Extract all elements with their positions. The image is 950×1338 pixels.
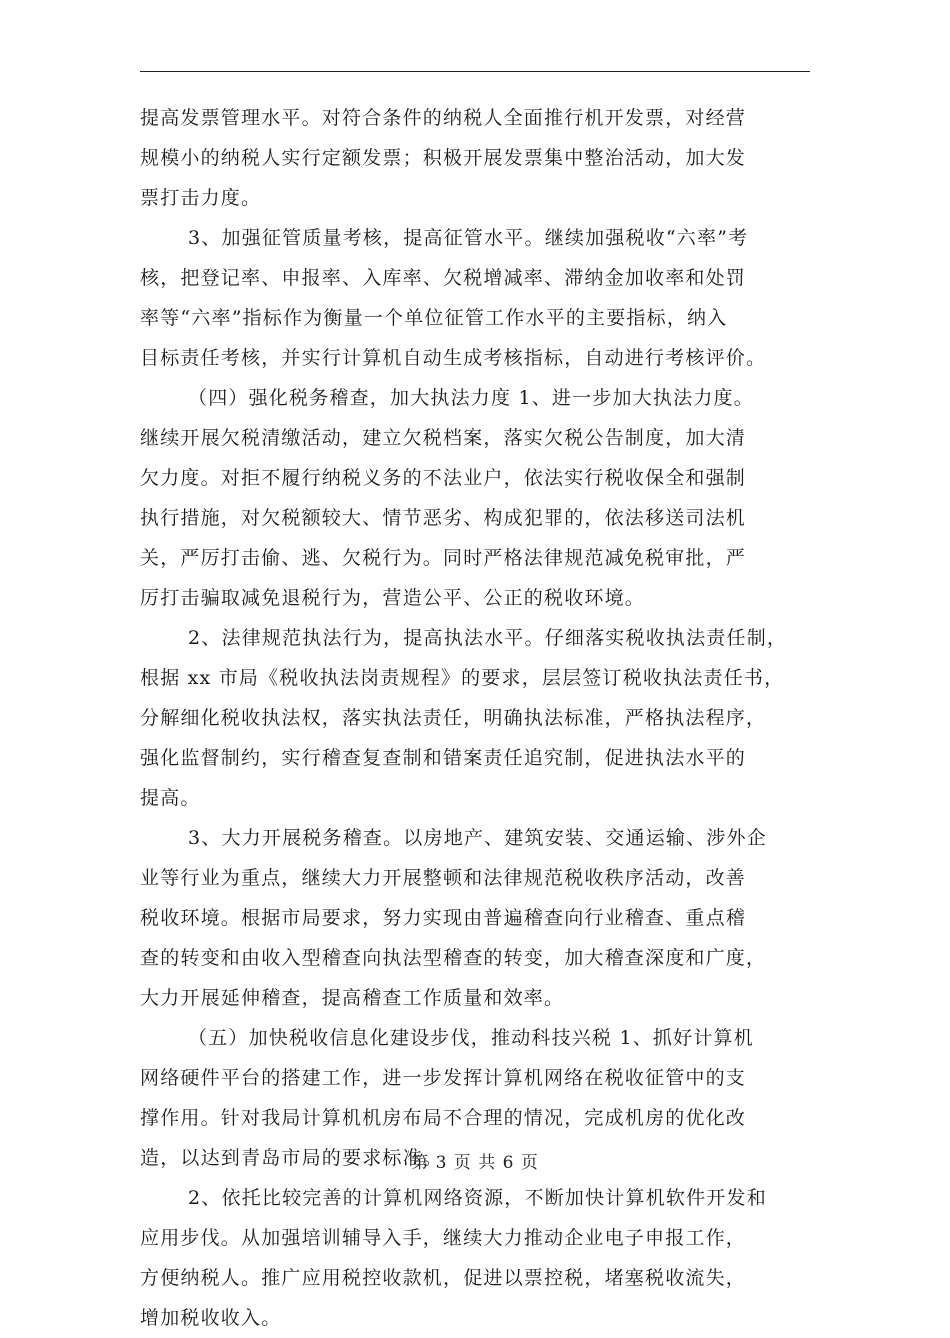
text-line: 3、大力开展税务稽查。以房地产、建筑安装、交通运输、涉外企 [188,827,767,849]
text-line: 分解细化税收执法权，落实执法责任，明确执法标准，严格执法程序， [140,707,767,729]
page-number: 第 3 页 共 6 页 [411,1153,539,1173]
text-line: 增加税收收入。 [140,1307,282,1329]
text-line: 查的转变和由收入型稽查向执法型稽查的转变，加大稽查深度和广度， [140,947,767,969]
text-line: （五）加快税收信息化建设步伐，推动科技兴税 1、抓好计算机 [188,1027,754,1049]
text-line: 方便纳税人。推广应用税控收款机，促进以票控税，堵塞税收流失， [140,1267,747,1289]
text-line: 提高发票管理水平。对符合条件的纳税人全面推行机开发票，对经营 [140,107,747,129]
text-line: 票打击力度。 [140,187,262,209]
text-line: 继续开展欠税清缴活动，建立欠税档案，落实欠税公告制度，加大清 [140,427,747,449]
text-line: 执行措施，对欠税额较大、情节恶劣、构成犯罪的，依法移送司法机 [140,507,747,529]
text-line: 强化监督制约，实行稽查复查制和错案责任追究制，促进执法水平的 [140,747,747,769]
text-line: 规模小的纳税人实行定额发票；积极开展发票集中整治活动，加大发 [140,147,747,169]
text-line: 核，把登记率、申报率、入库率、欠税增减率、滞纳金加收率和处罚 [140,267,747,289]
text-line: 率等“六率”指标作为衡量一个单位征管工作水平的主要指标，纳入 [140,307,728,329]
text-line: 2、法律规范执法行为，提高执法水平。仔细落实税收执法责任制， [188,627,788,649]
text-line: 撑作用。针对我局计算机机房布局不合理的情况，完成机房的优化改 [140,1107,747,1129]
text-line: 根据 xx 市局《税收执法岗责规程》的要求，层层签订税收执法责任书， [140,667,785,689]
text-line: 应用步伐。从加强培训辅导入手，继续大力推动企业电子申报工作， [140,1227,747,1249]
text-line: 提高。 [140,787,201,809]
text-line: 造，以达到青岛市局的要求标准。 [140,1147,444,1169]
text-line: 税收环境。根据市局要求，努力实现由普遍稽查向行业稽查、重点稽 [140,907,747,929]
text-line: （四）强化税务稽查，加大执法力度 1、进一步加大执法力度。 [188,387,754,409]
text-line: 欠力度。对拒不履行纳税义务的不法业户，依法实行税收保全和强制 [140,467,747,489]
text-line: 网络硬件平台的搭建工作，进一步发挥计算机网络在税收征管中的支 [140,1067,747,1089]
text-line: 关，严厉打击偷、逃、欠税行为。同时严格法律规范减免税审批，严 [140,547,747,569]
text-line: 2、依托比较完善的计算机网络资源，不断加快计算机软件开发和 [188,1187,767,1209]
text-line: 3、加强征管质量考核，提高征管水平。继续加强税收“六率”考 [188,227,749,249]
header-rule [140,71,810,72]
text-line: 业等行业为重点，继续大力开展整顿和法律规范税收秩序活动，改善 [140,867,747,889]
text-line: 大力开展延伸稽查，提高稽查工作质量和效率。 [140,987,565,1009]
text-line: 目标责任考核，并实行计算机自动生成考核指标，自动进行考核评价。 [140,347,767,369]
text-line: 厉打击骗取减免退税行为，营造公平、公正的税收环境。 [140,587,646,609]
